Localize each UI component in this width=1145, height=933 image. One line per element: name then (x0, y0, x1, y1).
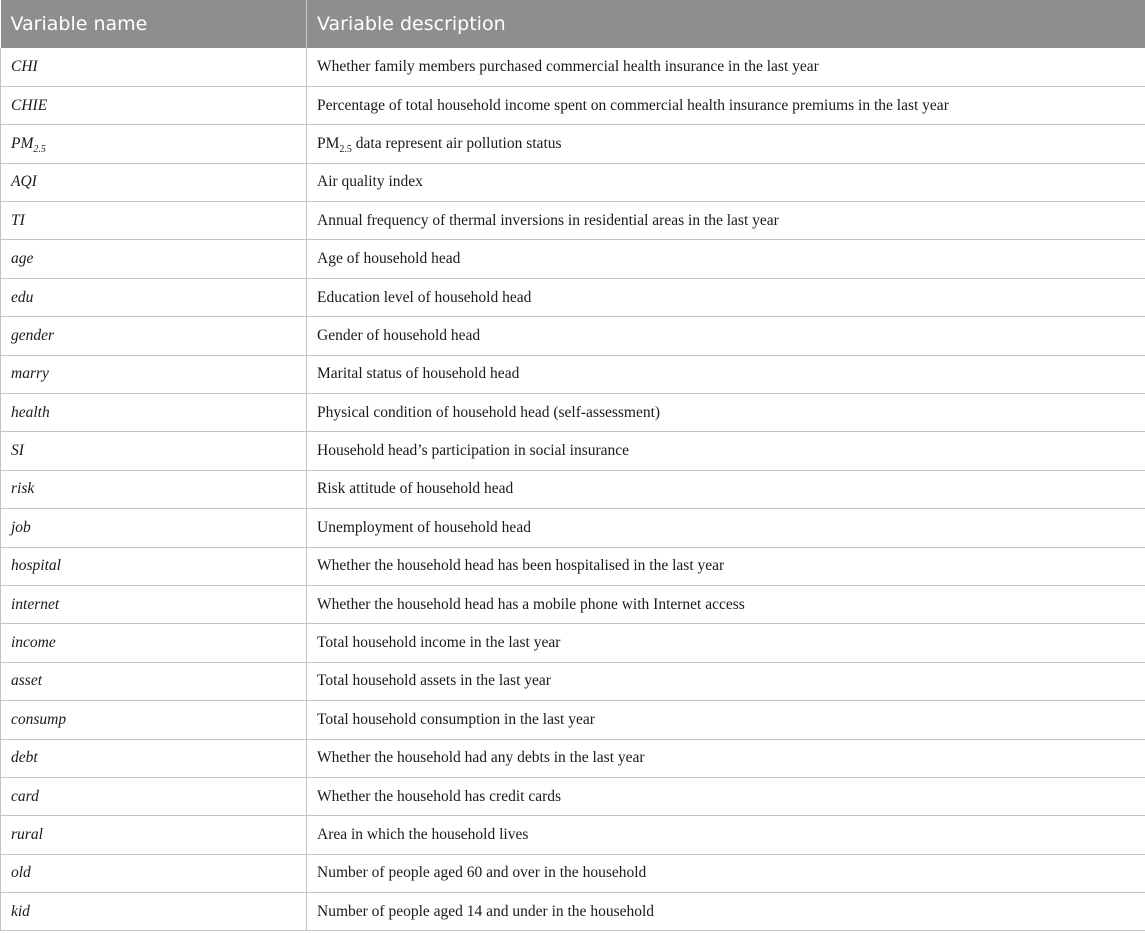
variable-description: Education level of household head (317, 288, 532, 306)
variable-name: kid (11, 902, 30, 920)
table-row (1, 509, 1145, 547)
variable-name: TI (11, 211, 25, 229)
variable-name: internet (11, 595, 60, 613)
header-variable-name: Variable name (1, 0, 307, 48)
variable-description-cell (307, 355, 1145, 393)
variable-description-cell (307, 701, 1145, 739)
variable-name-cell (1, 547, 307, 585)
variable-description: Area in which the household lives (317, 826, 529, 843)
table-row (1, 202, 1145, 240)
variable-name-cell (1, 163, 307, 201)
variable-description-cell (307, 893, 1145, 931)
variable-description-cell (307, 240, 1145, 278)
variable-description-cell (307, 163, 1145, 201)
table-row (1, 470, 1145, 508)
variable-description-cell (307, 317, 1145, 355)
variable-name: CHI (11, 57, 38, 75)
variable-name-cell (1, 509, 307, 547)
variable-description: Gender of household head (317, 326, 481, 344)
variable-name: income (11, 634, 56, 652)
variable-description-subscript: 2.5 (339, 144, 352, 156)
variable-description: Marital status of household head (317, 365, 520, 383)
variable-description-cell (307, 86, 1145, 124)
variable-description: Whether the household had any debts in the last year (317, 749, 645, 767)
table-row (1, 278, 1145, 316)
variable-name-cell (1, 394, 307, 432)
table-row (1, 394, 1145, 432)
variable-description-cell (307, 278, 1145, 316)
variable-name: old (11, 864, 31, 882)
variable-description: Unemployment of household head (317, 518, 531, 536)
variable-name-cell (1, 125, 307, 163)
variable-name: edu (11, 288, 34, 306)
variable-name-cell (1, 317, 307, 355)
variable-description: Number of people aged 14 and under in the household (317, 902, 655, 920)
variable-name: risk (11, 480, 35, 498)
variable-description-cell (307, 470, 1145, 508)
variable-name: rural (11, 826, 43, 843)
table-row (1, 739, 1145, 777)
table-row (1, 662, 1145, 700)
variable-description-cell (307, 432, 1145, 470)
variable-name-cell (1, 86, 307, 124)
table-row (1, 816, 1145, 854)
variable-name: PM (11, 134, 34, 152)
variable-name-cell (1, 624, 307, 662)
variable-description-cell (307, 509, 1145, 547)
variable-description-cell (307, 394, 1145, 432)
table-row (1, 432, 1145, 470)
variable-name-cell (1, 355, 307, 393)
header-row (1, 0, 1145, 48)
variable-name: SI (11, 442, 24, 460)
variable-name-cell (1, 816, 307, 854)
variable-name-cell (1, 777, 307, 815)
variable-description-cell (307, 48, 1145, 86)
variable-description-cell (307, 125, 1145, 163)
variable-description-rest: data represent air pollution status (351, 134, 562, 152)
variable-description: Percentage of total household income spent on commercial health insurance premiums in the last year (317, 96, 949, 114)
table-row (1, 777, 1145, 815)
table-row (1, 585, 1145, 623)
variable-name: AQI (11, 173, 37, 191)
variable-name-cell (1, 240, 307, 278)
variable-name: marry (11, 365, 49, 383)
variable-description-cell (307, 777, 1145, 815)
table-row (1, 163, 1145, 201)
variable-name-cell (1, 202, 307, 240)
variable-name: health (11, 403, 50, 421)
variable-name: hospital (11, 557, 61, 575)
variable-description: Whether the household head has a mobile phone with Internet access (317, 595, 745, 613)
variable-name-cell (1, 585, 307, 623)
variable-description: Annual frequency of thermal inversions in residential areas in the last year (317, 211, 779, 229)
variable-description: Number of people aged 60 and over in the household (317, 864, 647, 882)
variable-name: debt (11, 749, 38, 767)
variable-description: PM (317, 134, 340, 152)
variable-description: Whether the household has credit cards (317, 787, 562, 805)
variable-name-cell (1, 662, 307, 700)
variable-name: CHIE (11, 96, 48, 114)
variable-description: Whether family members purchased commercial health insurance in the last year (317, 57, 819, 75)
variable-name-subscript: 2.5 (33, 144, 46, 156)
table-row (1, 317, 1145, 355)
variable-description-cell (307, 202, 1145, 240)
variable-name-cell (1, 278, 307, 316)
variable-description-cell (307, 547, 1145, 585)
table-row (1, 701, 1145, 739)
table-row (1, 893, 1145, 931)
variable-name: consump (11, 710, 67, 728)
variable-description-cell (307, 816, 1145, 854)
header-variable-description: Variable description (317, 13, 506, 35)
variable-description: Risk attitude of household head (317, 480, 514, 498)
variable-name-cell (1, 48, 307, 86)
variable-name: job (11, 518, 31, 536)
variable-description-cell (307, 624, 1145, 662)
variable-description: Physical condition of household head (self-assessment) (317, 403, 661, 421)
variable-description: Household head’s participation in social insurance (317, 442, 630, 460)
variable-description-cell (307, 739, 1145, 777)
variable-description-cell (307, 854, 1145, 892)
variable-description: Air quality index (317, 173, 423, 191)
variable-description: Whether the household head has been hospitalised in the last year (317, 557, 725, 575)
variable-name: age (11, 250, 34, 268)
variable-description: Age of household head (317, 250, 461, 268)
variable-name-cell (1, 470, 307, 508)
variable-description: Total household assets in the last year (317, 672, 551, 690)
variable-name: asset (11, 672, 42, 690)
table-row (1, 240, 1145, 278)
variable-description-cell (307, 585, 1145, 623)
variable-description-cell (307, 662, 1145, 700)
table-row (1, 125, 1145, 163)
table-row (1, 854, 1145, 892)
variable-name: gender (11, 326, 55, 344)
table-body (1, 48, 1145, 931)
table-header (1, 0, 1145, 48)
variable-name-cell (1, 432, 307, 470)
table-row (1, 547, 1145, 585)
variable-name-cell (1, 739, 307, 777)
table-row (1, 355, 1145, 393)
variable-name-cell (1, 893, 307, 931)
variable-name: card (11, 787, 39, 805)
table-row (1, 624, 1145, 662)
variable-description: Total household consumption in the last year (317, 710, 595, 728)
variable-name-cell (1, 701, 307, 739)
variable-name-cell (1, 854, 307, 892)
table-row (1, 48, 1145, 86)
variable-description: Total household income in the last year (317, 634, 561, 652)
table-row (1, 86, 1145, 124)
